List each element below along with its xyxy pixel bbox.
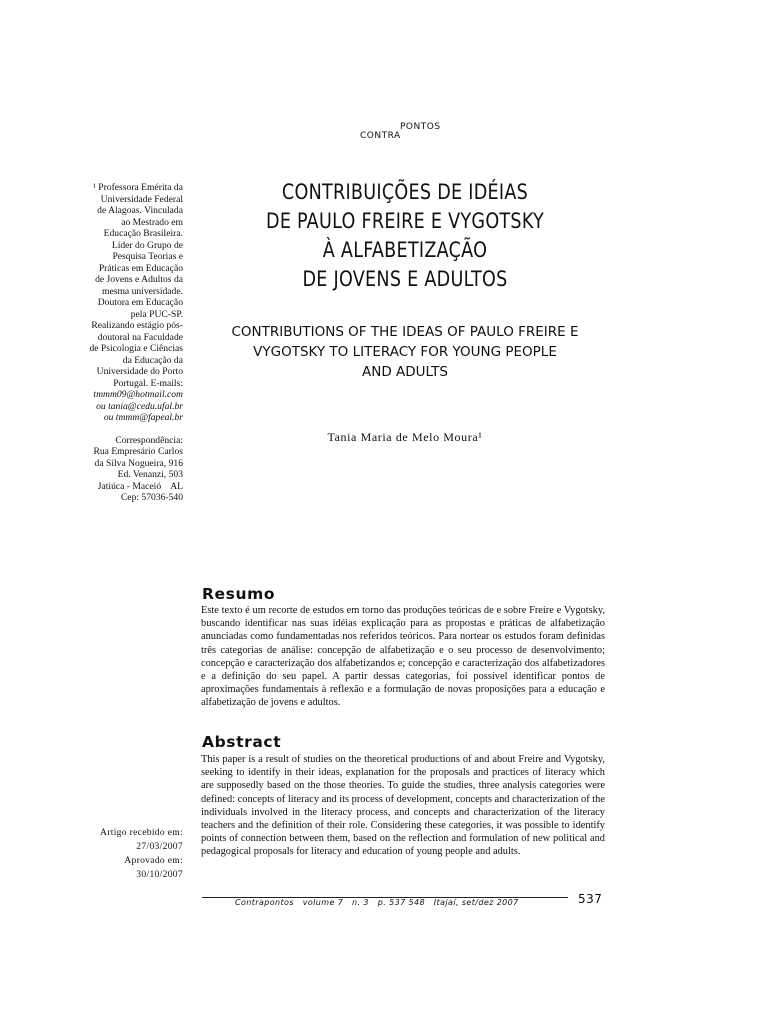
- correspondence-line: Correspondência:: [115, 434, 183, 446]
- title-en-line: AND ADULTS: [361, 364, 448, 380]
- author-notes-sidebar: [58, 182, 183, 504]
- affiliation-line: Educação Brasileira.: [103, 228, 183, 239]
- title-pt-line: DE JOVENS E ADULTOS: [302, 267, 508, 291]
- email-link[interactable]: tmmm09@hotmail.com: [93, 389, 183, 400]
- affiliation-line: Universidade Federal: [100, 193, 183, 205]
- correspondence-line: Cep: 57036-540: [120, 492, 183, 503]
- author-name: Tania Maria de Melo Moura¹: [327, 430, 483, 444]
- affiliation-line: Portugal. E-mails:: [113, 377, 183, 389]
- article-title-pt: [205, 178, 605, 294]
- title-en-line: CONTRIBUTIONS OF THE IDEAS OF PAULO FREIRE E: [231, 324, 579, 340]
- title-en-line: VYGOTSKY TO LITERACY FOR YOUNG PEOPLE: [253, 344, 557, 360]
- affiliation-line: da Educação da: [122, 354, 183, 366]
- approved-label: Aprovado em:: [124, 855, 183, 866]
- affiliation-note: [58, 182, 183, 424]
- affiliation-line: Universidade do Porto: [96, 366, 183, 377]
- affiliation-line: de Alagoas. Vinculada: [97, 205, 183, 216]
- article-title-en: [200, 322, 610, 382]
- correspondence-line: Rua Empresário Carlos: [93, 446, 183, 457]
- abstract-text: This paper is a result of studies on the theoretical productions of and about Freire and Vygotsky, seeking to identify in their ideas, explanation for the proposals and practices of literacy which are supposedly based on the those theories. To guide the studies, three analysis categories were defined: concepts of literacy and its process of development, concepts and characterization of the individuals involved in the literacy process, and concepts and characterization of the literacy teachers and the definition of their role. Considering these categories, it was possible to identify points of connection between them, based on the reflection and formulation of new political and pedagogical proposals for literacy and education of young people and adults.: [201, 754, 605, 858]
- resumo-text: Este texto é um recorte de estudos em torno das produções teóricas de e sobre Freire e Vygotsky, buscando identificar nas suas idéias explicação para as propostas e práticas de alfabetização anunciadas como fundamentadas nos referidos teóricos. Para nortear os estudos foram definidas três categorias de análise: concepção de alfabetização e o seu processo de desenvolvimento; concepção e caracterização dos alfabetizandos e; concepção e caracterização dos alfabetizadores e a definição do seu papel. A partir dessas categorias, foi possível identificar pontos de aproximações fundamentais à reflexão e a formulação de novas proposições para a educação e alfabetização de jovens e adultos.: [201, 605, 605, 709]
- journal-logo: [360, 122, 460, 146]
- affiliation-line: de Jovens e Adultos da: [95, 274, 183, 285]
- email-link[interactable]: ou tania@cedu.ufal.br: [96, 400, 183, 412]
- affiliation-line: doutoral na Faculdade: [97, 331, 183, 343]
- affiliation-line: ao Mestrado em: [121, 216, 183, 228]
- correspondence-line: da Silva Nogueira, 916: [94, 457, 183, 469]
- affiliation-line: Pesquisa Teorias e: [112, 251, 183, 262]
- affiliation-line: mesma universidade.: [102, 285, 183, 297]
- affiliation-line: pela PUC-SP.: [130, 308, 183, 320]
- affiliation-line: ¹ Professora Emérita da: [93, 182, 183, 193]
- approved-date: 30/10/2007: [136, 869, 183, 880]
- affiliation-line: Líder do Grupo de: [111, 239, 183, 251]
- received-date: 27/03/2007: [136, 841, 183, 852]
- footer-citation: Contrapontos volume 7 n. 3 p. 537 548 Itajaí, set/dez 2007: [235, 898, 519, 907]
- logo-bottom-text: CONTRA: [360, 131, 401, 141]
- abstract-heading: Abstract: [202, 733, 282, 751]
- affiliation-line: Práticas em Educação: [98, 262, 183, 274]
- title-pt-line: DE PAULO FREIRE E VYGOTSKY: [266, 209, 544, 233]
- affiliation-line: Doutora em Educação: [97, 297, 183, 308]
- title-pt-line: À ALFABETIZAÇÃO: [322, 238, 488, 262]
- submission-dates: [70, 826, 183, 882]
- correspondence-line: Ed. Venanzi, 503: [117, 469, 183, 480]
- correspondence-note: [58, 435, 183, 504]
- received-label: Artigo recebido em:: [100, 827, 183, 838]
- correspondence-line: Jatiúca - Maceió AL: [97, 480, 183, 492]
- affiliation-line: de Psicologia e Ciências: [89, 343, 183, 354]
- resumo-heading: Resumo: [202, 585, 276, 603]
- affiliation-line: Realizando estágio pós-: [91, 320, 183, 331]
- title-pt-line: CONTRIBUIÇÕES DE IDÉIAS: [281, 180, 529, 204]
- email-link[interactable]: ou tmmm@fapeal.br: [103, 412, 183, 423]
- page-number: 537: [578, 892, 603, 906]
- logo-top-text: PONTOS: [400, 122, 441, 132]
